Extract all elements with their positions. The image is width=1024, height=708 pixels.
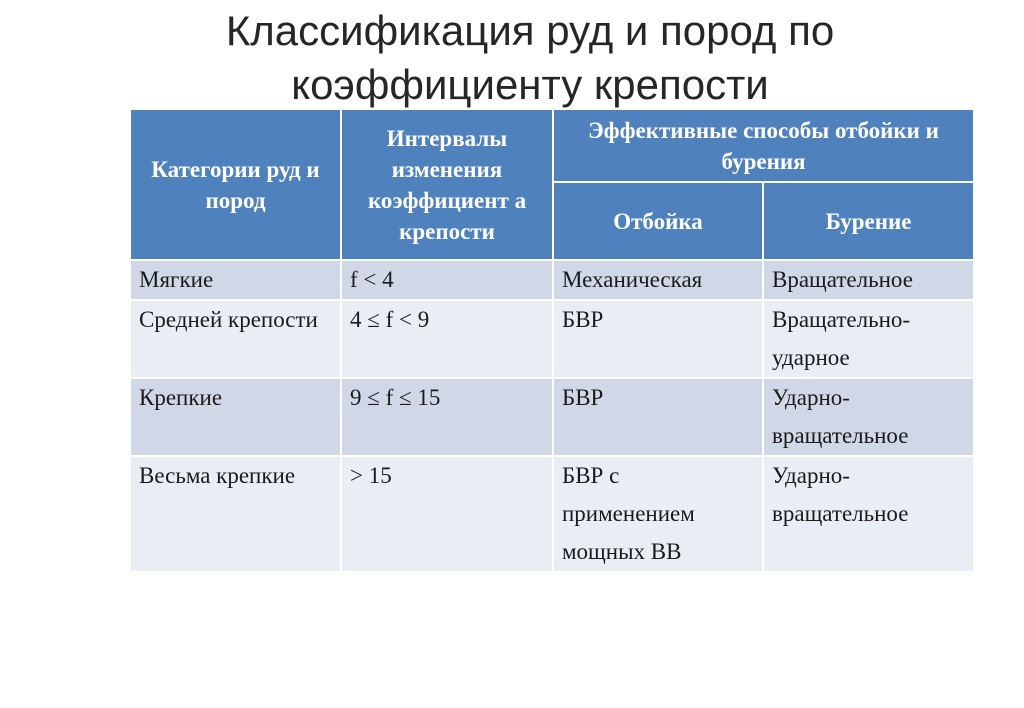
cell-drilling: Вращательно-ударное bbox=[763, 300, 974, 378]
cell-drilling: Ударно-вращательное bbox=[763, 378, 974, 456]
header-interval: Интервалы изменения коэффициент а крепости bbox=[341, 110, 553, 260]
cell-breaking: БВР с применением мощных ВВ bbox=[553, 456, 763, 572]
cell-category: Мягкие bbox=[131, 260, 341, 300]
cell-breaking: БВР bbox=[553, 378, 763, 456]
slide-title-line-2: коэффициенту крепости bbox=[291, 61, 769, 108]
table-row bbox=[131, 260, 974, 300]
table-row bbox=[131, 300, 974, 378]
header-drilling: Бурение bbox=[763, 182, 974, 260]
cell-interval: 9 ≤ f ≤ 15 bbox=[341, 378, 553, 456]
cell-interval: > 15 bbox=[341, 456, 553, 572]
header-row bbox=[131, 110, 974, 182]
table-row bbox=[131, 378, 974, 456]
cell-drilling: Ударно-вращательное bbox=[763, 456, 974, 572]
slide-title bbox=[150, 4, 910, 112]
cell-breaking: Механическая bbox=[553, 260, 763, 300]
cell-interval: f < 4 bbox=[341, 260, 553, 300]
slide-title-line-1: Классификация руд и пород по bbox=[225, 7, 835, 54]
cell-category: Весьма крепкие bbox=[131, 456, 341, 572]
classification-table bbox=[131, 110, 975, 573]
cell-drilling: Вращательное bbox=[763, 260, 974, 300]
header-category: Категории руд и пород bbox=[131, 110, 341, 260]
cell-breaking: БВР bbox=[553, 300, 763, 378]
table-row bbox=[131, 456, 974, 572]
cell-category: Крепкие bbox=[131, 378, 341, 456]
header-breaking: Отбойка bbox=[553, 182, 763, 260]
cell-category: Средней крепости bbox=[131, 300, 341, 378]
header-methods: Эффективные способы отбойки и бурения bbox=[553, 110, 974, 182]
cell-interval: 4 ≤ f < 9 bbox=[341, 300, 553, 378]
